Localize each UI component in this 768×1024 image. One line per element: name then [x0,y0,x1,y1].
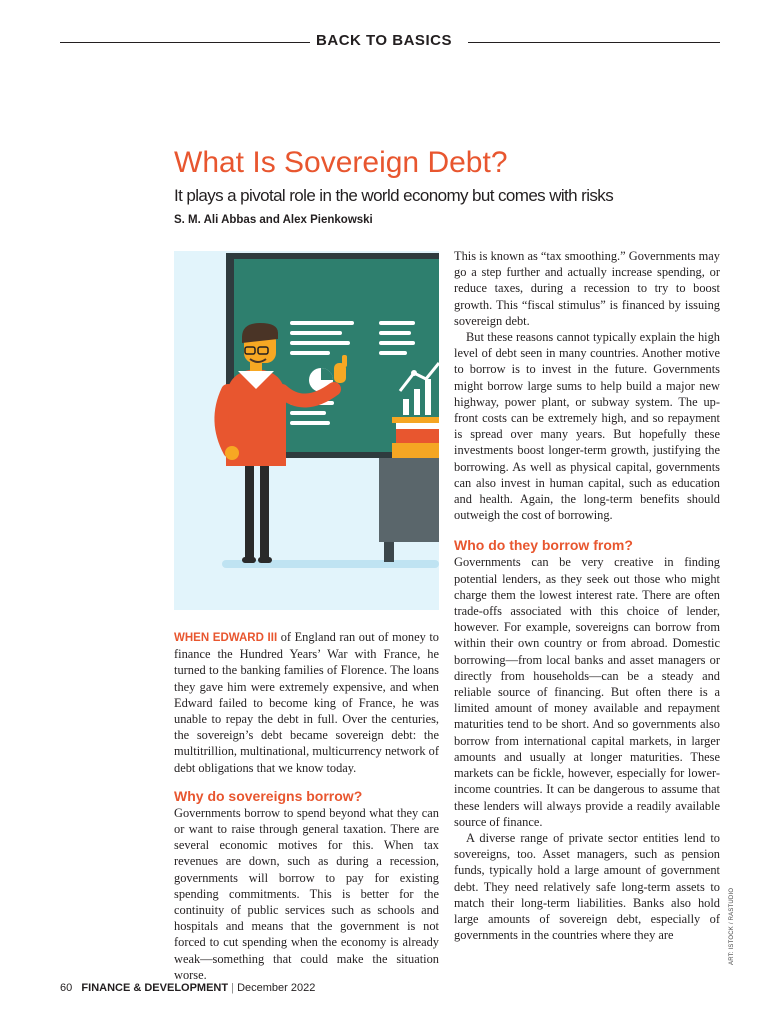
paragraph-private-sector: A diverse range of private sector entities lend to sovereigns, too. Asset managers, such as pension funds, typically hold a large amount of government debt. They need relatively safe long-term assets to match their long-term liabilities. Banks also hold large amounts of sovereign debt, especially of governments in the countries where they are [454,830,720,943]
article-authors: S. M. Ali Abbas and Alex Pienkowski [174,214,373,226]
intro-text: of England ran out of money to finance the Hundred Years’ War with France, he turned to the banking families of Florence. The loans they gave him were extremely expensive, and when Edward failed to become king of France, he was unable to repay the debt in full. Over the centuries, the sovereign’s debt became sovereign debt: the multitrillion, multinational, multicurrency network of debt obligations that we know today. [174,630,439,775]
publication-name: FINANCE & DEVELOPMENT [81,982,229,994]
left-column [174,629,439,983]
paragraph-lenders: Governments can be very creative in finding potential lenders, as they seek out those who might charge them the lowest interest rate. There are often trade-offs associated with this choice of lender, however. For example, sovereigns can borrow from within their own country or from abroad. Domestic borrowing—from local banks and asset managers or directly from households—can be a steady and reliable source of financing. But often there is a limited amount of money available and repayment maturities tend to be short. And so governments also borrow from international capital markets, in larger amounts and usually at longer maturities. These markets can be fickle, however, especially for lower-income countries. It can be dangerous to assume that these lenders will always provide a readily available source of finance. [454,555,720,829]
intro-paragraph [174,629,439,776]
paragraph-why-borrow: Governments borrow to spend beyond what they can or want to raise through general taxation. There are several economic motives for this. When tax revenues are down, such as during a recession, governments will borrow to pay for existing spending commitments. This is better for the continuity of public services such as schools and hospitals and means that the government is not forced to cut spending when the economy is already weak—something that could make the situation worse. [174,805,439,982]
art-credit: ART: ISTOCK / RASTUDIO [729,887,735,965]
right-column [454,248,720,943]
lead-in: WHEN EDWARD III [174,632,278,644]
page-number: 60 [60,982,73,994]
article-subtitle: It plays a pivotal role in the world economy but comes with risks [174,186,614,205]
header-rule-right [468,42,720,43]
page-footer [60,982,315,994]
footer-separator: | [231,982,235,994]
heading-why-borrow: Why do sovereigns borrow? [174,787,363,804]
paragraph-invest-future: But these reasons cannot typically explain the high level of debt seen in many countries. Another motive to borrow is to invest in the future. Governments might borrow large sums to help build a major new highway, power plant, or subway system. The up-front costs can be extremely high, and so repayment is spread over many years. But hopefully these investments boost longer-term growth, justifying the borrowing. As well as physical capital, governments can also invest in human capital, such as education and health. Again, the long-term benefits should outweigh the cost of borrowing. [454,330,720,523]
heading-who-borrow: Who do they borrow from? [454,537,633,554]
paragraph-tax-smoothing: This is known as “tax smoothing.” Governments may go a step further and actually increase spending, or reduce taxes, during a recession to try to boost growth. This “fiscal stimulus” is financed by issuing sovereign debt. [454,249,720,328]
section-label: BACK TO BASICS [316,32,452,49]
article-title: What Is Sovereign Debt? [174,146,508,179]
issue-date: December 2022 [237,982,316,994]
teacher-illustration [174,251,439,610]
